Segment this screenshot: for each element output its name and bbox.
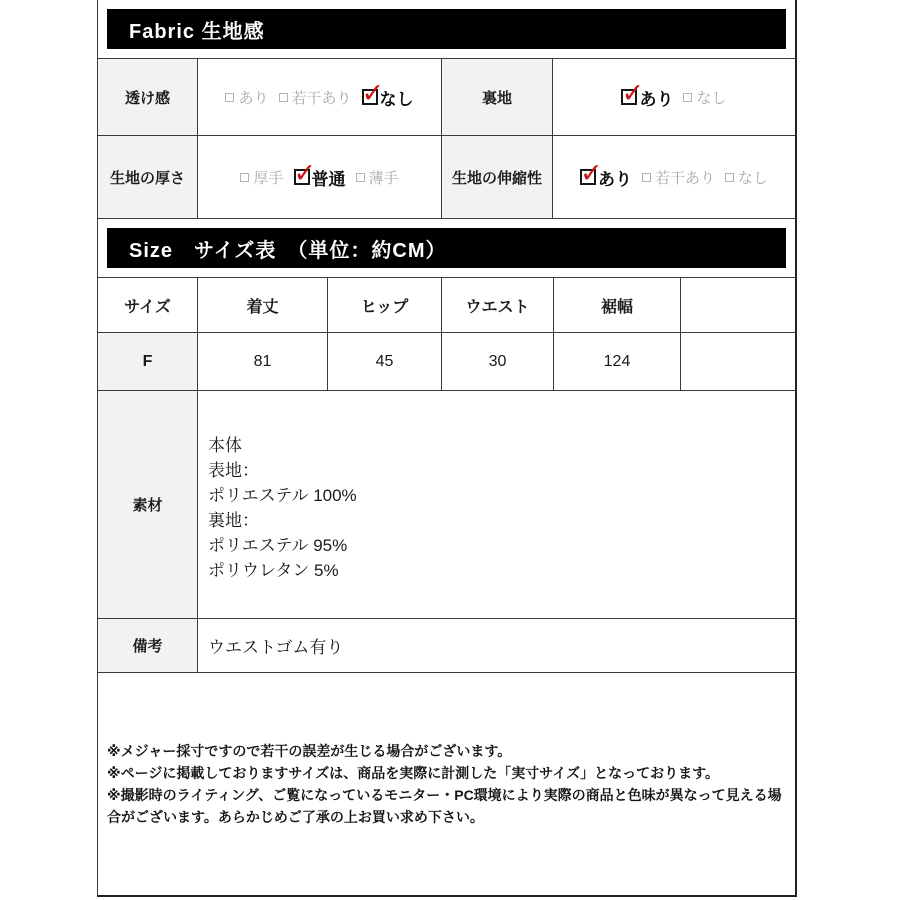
material-line: ポリエステル 95%: [208, 536, 348, 555]
options-stretch: [553, 136, 795, 218]
checkbox-label: 若干あり: [654, 169, 715, 187]
checkbox-icon: [225, 93, 234, 102]
checkbox-option: [279, 87, 352, 108]
options-sheerness: [198, 59, 442, 135]
material-row: [98, 390, 795, 618]
size-value-hip: 45: [328, 333, 442, 390]
remarks-content: ウエストゴム有り: [198, 619, 795, 672]
checkbox-option: [580, 165, 632, 190]
checkbox-option: [725, 167, 768, 188]
size-value-hem-width: 124: [554, 333, 681, 390]
checkbox-option: [356, 167, 399, 188]
checkbox-icon: [642, 173, 651, 182]
options-lining: [553, 59, 795, 135]
checkbox-checked-icon: [362, 89, 378, 105]
note-line: ※メジャー採寸ですので若干の誤差が生じる場合がございます。: [107, 743, 512, 759]
label-sheerness: 透け感: [98, 59, 198, 135]
checkbox-label: なし: [696, 89, 727, 107]
checkbox-option: [642, 167, 715, 188]
checkbox-option: [362, 85, 414, 110]
fabric-row-sheerness: [98, 58, 795, 135]
checkbox-label: 薄手: [368, 169, 399, 187]
checkbox-icon: [279, 93, 288, 102]
size-section-header-row: [98, 218, 795, 277]
checkbox-label: あり: [238, 89, 269, 107]
checkbox-label: なし: [738, 169, 769, 187]
checkbox-label: 普通: [311, 169, 346, 189]
label-lining: 裏地: [442, 59, 553, 135]
checkbox-option: [621, 85, 673, 110]
options-thickness: [198, 136, 442, 218]
checkbox-label: あり: [639, 89, 674, 109]
note-line: ※撮影時のライティング、ご覧になっているモニター・PC環境により実際の商品と色味が異なって見える場合がございます。あらかじめご了承の上お買い求め下さい。: [107, 787, 782, 825]
material-line: 裏地：: [208, 511, 259, 530]
checkbox-checked-icon: [294, 169, 310, 185]
label-stretch: 生地の伸縮性: [442, 136, 553, 218]
label-thickness: 生地の厚さ: [98, 136, 198, 218]
size-col-header-size: サイズ: [98, 278, 198, 332]
note-line: ※ページに掲載しておりますサイズは、商品を実際に計測した「実寸サイズ」となっております。: [107, 765, 719, 781]
checkbox-icon: [356, 173, 365, 182]
checkbox-option: [294, 165, 346, 190]
fabric-row-thickness: [98, 135, 795, 218]
checkbox-option: [225, 87, 268, 108]
fabric-section-header: Fabric 生地感: [107, 9, 786, 49]
spec-sheet: [97, 0, 797, 897]
size-col-header-waist: ウエスト: [442, 278, 554, 332]
size-value-empty: [681, 333, 795, 390]
size-value-size: F: [98, 333, 198, 390]
checkbox-label: 厚手: [253, 169, 284, 187]
remarks-row: [98, 618, 795, 672]
size-value-length: 81: [198, 333, 328, 390]
material-line: ポリエステル 100%: [208, 486, 357, 505]
size-col-header-hip: ヒップ: [328, 278, 442, 332]
size-table-data-row: [98, 332, 795, 390]
notes-section: [98, 672, 795, 895]
size-col-header-empty: [681, 278, 795, 332]
label-material: 素材: [98, 391, 198, 618]
material-line: ポリウレタン 5%: [208, 561, 339, 580]
size-table-header-row: [98, 277, 795, 332]
fabric-section-header-row: [98, 0, 795, 58]
size-col-header-hem-width: 裾幅: [554, 278, 681, 332]
size-section-header: Size サイズ表 （単位：約CM）: [107, 228, 786, 268]
material-line: 表地：: [208, 461, 259, 480]
label-remarks: 備考: [98, 619, 198, 672]
checkbox-label: なし: [379, 89, 414, 109]
checkbox-option: [240, 167, 283, 188]
checkbox-checked-icon: [580, 169, 596, 185]
checkbox-icon: [240, 173, 249, 182]
material-line: 本体: [208, 436, 242, 455]
checkbox-icon: [683, 93, 692, 102]
material-content: [198, 391, 795, 618]
checkbox-checked-icon: [621, 89, 637, 105]
checkbox-option: [683, 87, 726, 108]
checkbox-label: あり: [597, 169, 632, 189]
size-value-waist: 30: [442, 333, 554, 390]
checkbox-icon: [725, 173, 734, 182]
size-col-header-length: 着丈: [198, 278, 328, 332]
checkbox-label: 若干あり: [291, 89, 352, 107]
